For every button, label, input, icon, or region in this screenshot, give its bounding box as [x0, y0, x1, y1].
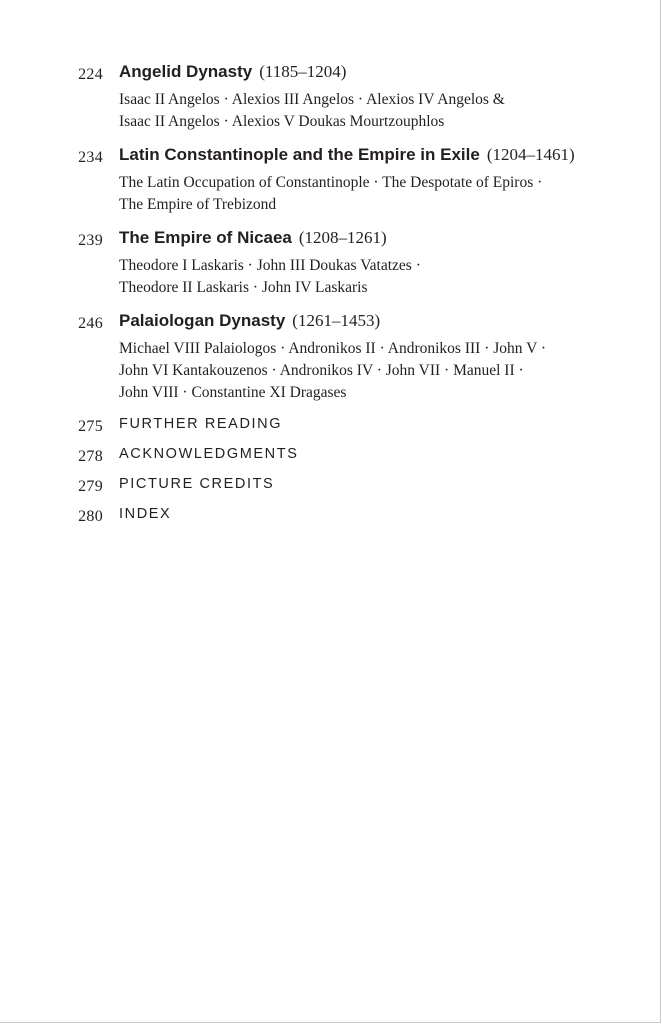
- toc-entry-head: [0, 311, 640, 335]
- page-number: 278: [78, 448, 103, 465]
- entry-title-line: [119, 145, 575, 165]
- entry-title-line: [119, 228, 387, 248]
- subtopic-line: The Empire of Trebizond: [119, 196, 277, 213]
- toc-entry-further-reading: [0, 416, 640, 446]
- entry-title: The Empire of Nicaea: [119, 228, 292, 247]
- toc-entry-acknowledgments: [0, 446, 640, 476]
- page-number: 246: [78, 315, 103, 332]
- entry-dates: (1204–1461): [486, 145, 575, 164]
- toc-entry-palaiologan-dynasty: [0, 311, 640, 404]
- back-matter-label: PICTURE CREDITS: [119, 476, 275, 492]
- subtopic-line: Isaac II Angelos · Alexios III Angelos · Alexios IV Angelos &: [119, 91, 505, 108]
- page-number: 280: [78, 508, 103, 525]
- back-matter-label: ACKNOWLEDGMENTS: [119, 446, 299, 462]
- page-number: 275: [78, 418, 103, 435]
- toc-entry-angelid-dynasty: [0, 62, 640, 133]
- entry-title-line: [119, 62, 346, 82]
- entry-subtopics: [119, 255, 640, 299]
- back-matter-label: INDEX: [119, 506, 172, 522]
- page-number: 234: [78, 149, 103, 166]
- page-number: 239: [78, 232, 103, 249]
- back-matter-label: FURTHER READING: [119, 416, 283, 432]
- entry-title: Palaiologan Dynasty: [119, 311, 286, 330]
- toc-entry-latin-constantinople: [0, 145, 640, 216]
- entry-title-line: [119, 311, 380, 331]
- entry-title: Latin Constantinople and the Empire in Exile: [119, 145, 480, 164]
- entry-dates: (1208–1261): [298, 228, 387, 247]
- subtopic-line: Isaac II Angelos · Alexios V Doukas Mourtzouphlos: [119, 113, 445, 130]
- toc-entry-head: [0, 228, 640, 252]
- entry-subtopics: [119, 338, 640, 404]
- subtopic-line: Theodore I Laskaris · John III Doukas Vatatzes ·: [119, 257, 421, 274]
- entry-title: Angelid Dynasty: [119, 62, 253, 81]
- toc-entry-head: [0, 145, 640, 169]
- table-of-contents: [0, 62, 640, 536]
- subtopic-line: John VI Kantakouzenos · Andronikos IV · John VII · Manuel II ·: [119, 362, 524, 379]
- subtopic-line: Theodore II Laskaris · John IV Laskaris: [119, 279, 368, 296]
- toc-entry-index: [0, 506, 640, 536]
- entry-subtopics: [119, 89, 640, 133]
- toc-entry-head: [0, 62, 640, 86]
- page-number: 224: [78, 66, 103, 83]
- entry-dates: (1185–1204): [259, 62, 347, 81]
- subtopic-line: John VIII · Constantine XI Dragases: [119, 384, 347, 401]
- toc-entry-empire-of-nicaea: [0, 228, 640, 299]
- page-number: 279: [78, 478, 103, 495]
- entry-subtopics: [119, 172, 640, 216]
- entry-dates: (1261–1453): [292, 311, 381, 330]
- subtopic-line: Michael VIII Palaiologos · Andronikos II · Andronikos III · John V ·: [119, 340, 547, 357]
- subtopic-line: The Latin Occupation of Constantinople · The Despotate of Epiros ·: [119, 174, 543, 191]
- toc-entry-picture-credits: [0, 476, 640, 506]
